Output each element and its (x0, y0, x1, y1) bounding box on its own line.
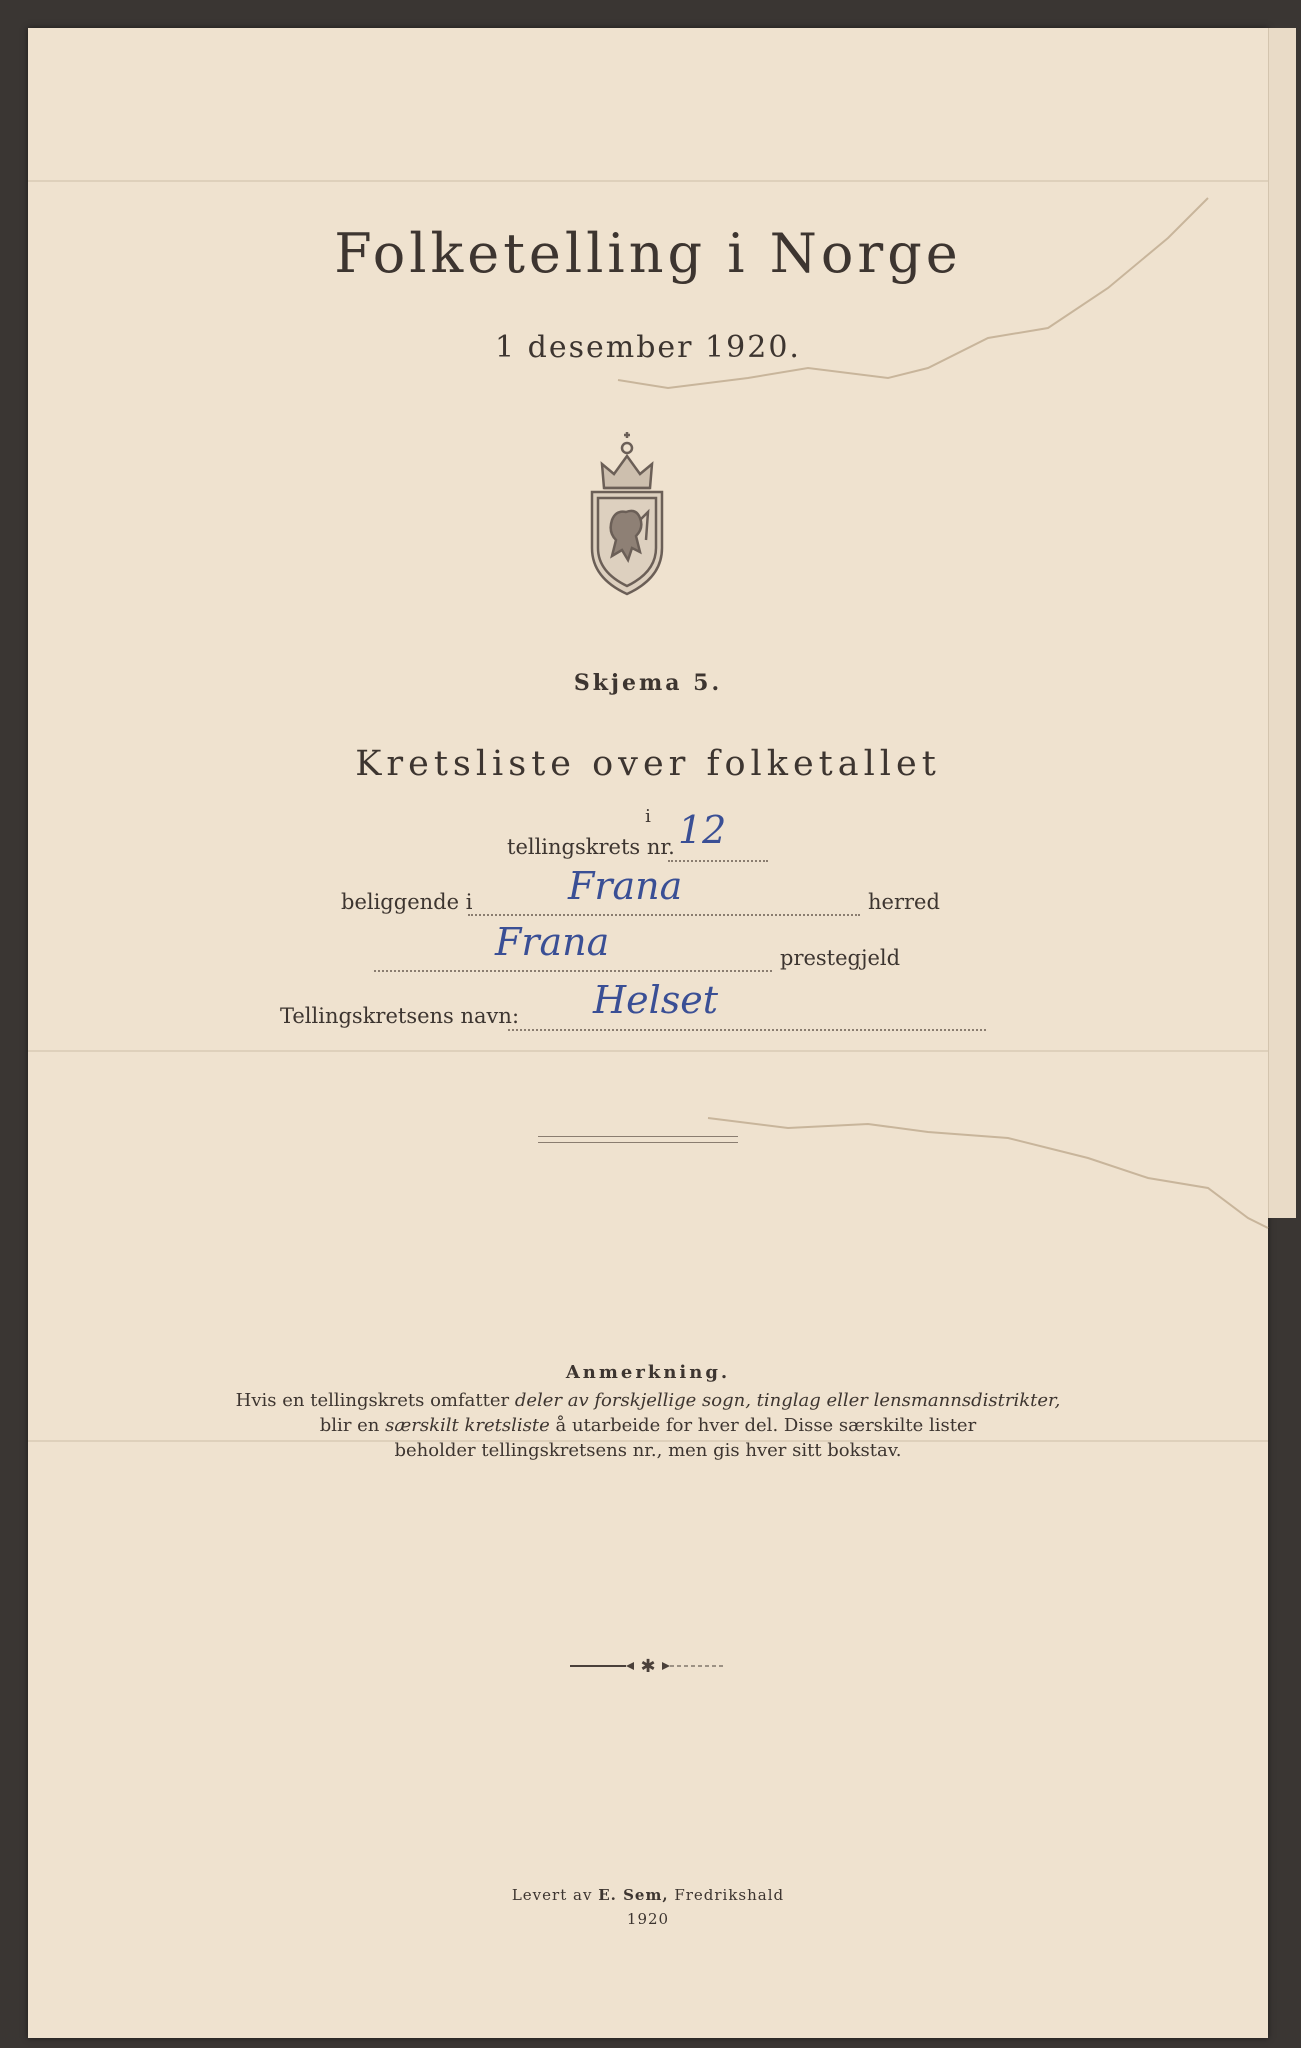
printer-prefix: Levert av (511, 1886, 599, 1904)
form-heading: Kretsliste over folketallet (355, 744, 941, 784)
district-number-line (668, 860, 768, 862)
note-text: blir en (319, 1415, 386, 1436)
note-emphasis: særskilt kretsliste (385, 1415, 550, 1436)
municipality-suffix: herred (868, 890, 940, 914)
note-line-1 (28, 1388, 1268, 1413)
note-text: å utarbeide for hver del. Disse særskilte lister (549, 1415, 977, 1436)
district-number-value: 12 (678, 808, 727, 852)
district-name-line (508, 1029, 986, 1031)
parish-suffix: prestegjeld (780, 946, 901, 970)
note-line-3: beholder tellingskretsens nr., men gis hver sitt bokstav. (394, 1440, 902, 1461)
note-emphasis: deler av forskjellige sogn, tinglag eller lensmannsdistrikter, (514, 1390, 1061, 1411)
district-number-label: tellingskrets nr. (507, 835, 675, 859)
norwegian-coat-of-arms-icon (582, 428, 672, 598)
fold-line (28, 180, 1268, 182)
note-heading: Anmerkning. (565, 1362, 731, 1383)
printer-name: E. Sem, (598, 1886, 669, 1904)
note-text: Hvis en tellingskrets omfatter (235, 1390, 515, 1411)
underlying-page-edge (1268, 28, 1296, 1218)
ornament-divider-icon (568, 1656, 728, 1676)
census-date: 1 desember 1920. (495, 330, 801, 365)
municipality-line (468, 914, 860, 916)
parish-value: Frana (495, 920, 610, 964)
district-name-value: Helset (593, 978, 719, 1022)
print-year: 1920 (626, 1910, 670, 1928)
divider-rule (538, 1142, 738, 1143)
located-in-label: beliggende i (341, 890, 473, 914)
parish-line (374, 970, 772, 972)
printer-place: Fredrikshald (668, 1886, 785, 1904)
svg-text:✱: ✱ (640, 1656, 656, 1676)
divider-rule (538, 1136, 738, 1137)
district-name-label: Tellingskretsens navn: (280, 1004, 520, 1028)
note-line-2 (28, 1413, 1268, 1438)
fold-line (28, 1050, 1268, 1052)
municipality-value: Frana (568, 864, 683, 908)
document-title: Folketelling i Norge (334, 222, 962, 285)
census-form-page (28, 28, 1268, 2038)
printer-credit (28, 1886, 1268, 1904)
connector-word: i (645, 806, 651, 827)
schema-number: Skjema 5. (573, 670, 723, 696)
